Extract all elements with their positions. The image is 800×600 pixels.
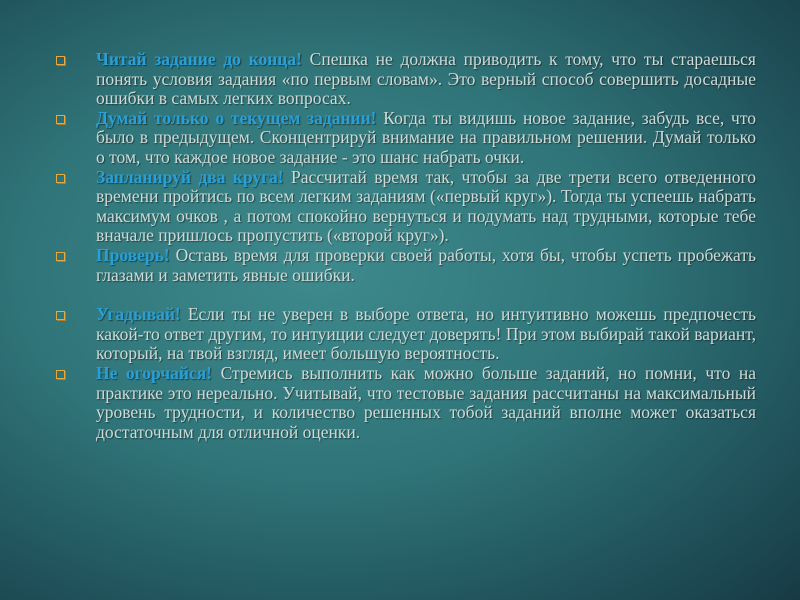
list-item xyxy=(52,305,756,364)
square-bullet-icon xyxy=(56,56,65,65)
item-heading: Проверь! xyxy=(96,244,170,265)
list-item xyxy=(52,50,756,109)
list-item xyxy=(52,246,756,285)
item-heading: Не огорчайся! xyxy=(96,362,213,383)
list-item xyxy=(52,168,756,246)
item-text: Спешка не должна приводить к тому, что ты стараешься понять условия задания «по первым словам». Это верный способ совершить досадные ошибки в самых легких вопросах. xyxy=(96,49,756,109)
item-heading: Угадывай! xyxy=(96,304,181,325)
list-item xyxy=(52,109,756,168)
item-heading: Запланируй два круга! xyxy=(96,166,284,187)
item-text: Если ты не уверен в выборе ответа, но интуитивно можешь предпочесть какой-то ответ другим, то интуиции следует доверять! При этом выбирай такой вариант, который, на твой взгляд, имеет большую вероятность. xyxy=(96,304,756,364)
item-text: Рассчитай время так, чтобы за две трети всего отведенного времени пройтись по всем легким заданиям («первый круг»). Тогда ты успеешь набрать максимум очков , а потом спокойно вернуться и подумать над трудными, которые тебе вначале пришлось пропустить («второй круг»). xyxy=(96,166,756,246)
item-text: Когда ты видишь новое задание, забудь все, что было в предыдущем. Сконцентрируй внимание на правильном решении. Думай только о том, что каждое новое задание - это шанс набрать очки. xyxy=(96,107,756,167)
square-bullet-icon xyxy=(56,311,65,320)
list-item xyxy=(52,364,756,442)
square-bullet-icon xyxy=(56,174,65,183)
square-bullet-icon xyxy=(56,115,65,124)
item-heading: Думай только о текущем задании! xyxy=(96,107,377,128)
item-text: Оставь время для проверки своей работы, хотя бы, чтобы успеть пробежать глазами и заметить явные ошибки. xyxy=(96,244,756,285)
square-bullet-icon xyxy=(56,252,65,261)
tips-list xyxy=(52,50,756,442)
item-heading: Читай задание до конца! xyxy=(96,49,302,69)
item-text: Стремись выполнить как можно больше заданий, но помни, что на практике это нереально. Учитывай, что тестовые задания рассчитаны на максимальный уровень трудности, и количество решенных тобой заданий вполне может оказаться достаточным для отличной оценки. xyxy=(96,362,756,442)
square-bullet-icon xyxy=(56,370,65,379)
